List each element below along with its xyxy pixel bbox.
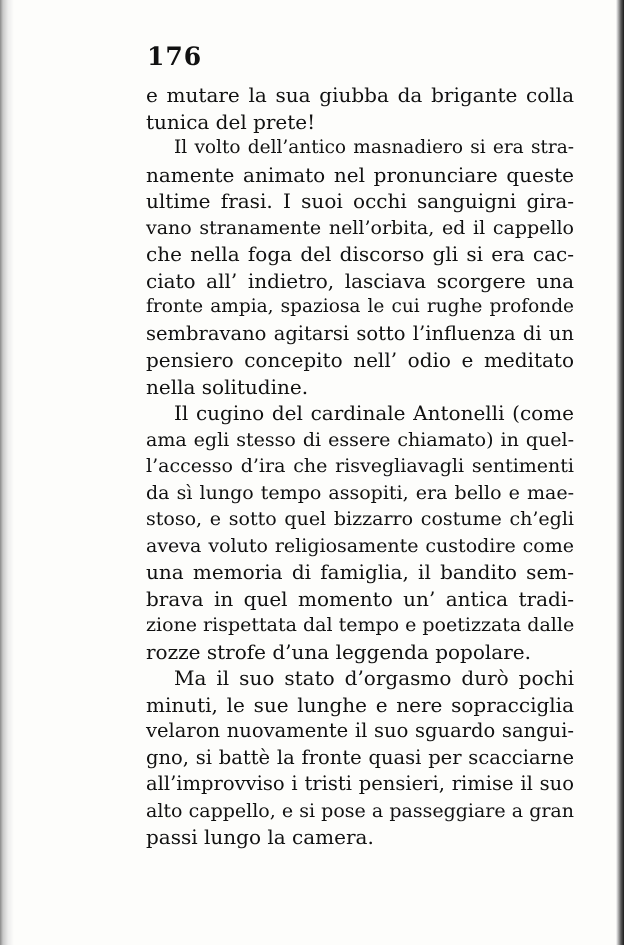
text-line: velaron nuovamente il suo sguardo sangui- [146, 719, 574, 742]
page-left-edge [0, 0, 14, 945]
text-line: Il cugino del cardinale Antonelli (come [174, 401, 574, 425]
text-line: l’accesso d’ira che risvegliavagli sentimenti [146, 455, 574, 477]
text-line: tunica del prete! [146, 109, 316, 134]
text-line: namente animato nel pronunciare queste [146, 162, 574, 187]
text-line: minuti, le sue lunghe e nere sopracciglia [146, 692, 574, 717]
page-number: 176 [147, 42, 203, 71]
text-line: sembravano agitarsi sotto l’influenza di un [146, 321, 574, 345]
text-line: una memoria di famiglia, il bandito sem- [146, 560, 574, 584]
text-line: che nella foga del discorso gli si era cac- [146, 242, 574, 266]
text-line: zione rispettata dal tempo e poetizzata dalle [146, 614, 575, 636]
text-line: stoso, e sotto quel bizzarro costume ch’egli [146, 508, 574, 530]
text-line: ciato all’ indietro, lasciava scorgere una [146, 268, 574, 293]
text-line: brava in quel momento un’ antica tradi- [146, 586, 574, 611]
text-line: da sì lungo tempo assopiti, era bello e mae- [146, 481, 574, 504]
text-line: ultime frasi. I suoi occhi sanguigni gira- [146, 189, 574, 213]
text-line: all’improvviso i tristi pensieri, rimise il suo [146, 772, 574, 795]
text-line: ama egli stesso di essere chiamato) in quel- [146, 428, 574, 451]
text-line: aveva voluto religiosamente custodire come [146, 534, 574, 557]
text-line: pensiero concepito nell’ odio e meditato [146, 348, 574, 372]
text-line: vano stranamente nell’orbita, ed il cappello [146, 216, 574, 239]
text-line: passi lungo la camera. [146, 825, 374, 849]
page-right-edge [616, 0, 624, 945]
text-line: fronte ampia, spaziosa le cui rughe profonde [146, 296, 574, 317]
text-line: gno, si battè la fronte quasi per scacciarne [146, 745, 574, 769]
text-line: nella solitudine. [146, 374, 309, 399]
text-line: Il volto dell’antico masnadiero si era stra- [174, 137, 574, 158]
text-line: Ma il suo stato d’orgasmo durò pochi [174, 666, 574, 690]
body-text [146, 82, 574, 851]
text-line: alto cappello, e si pose a passeggiare a gran [146, 799, 574, 822]
text-line: rozze strofe d’una leggenda popolare. [146, 639, 531, 664]
text-line: e mutare la sua giubba da brigante colla [146, 83, 574, 107]
